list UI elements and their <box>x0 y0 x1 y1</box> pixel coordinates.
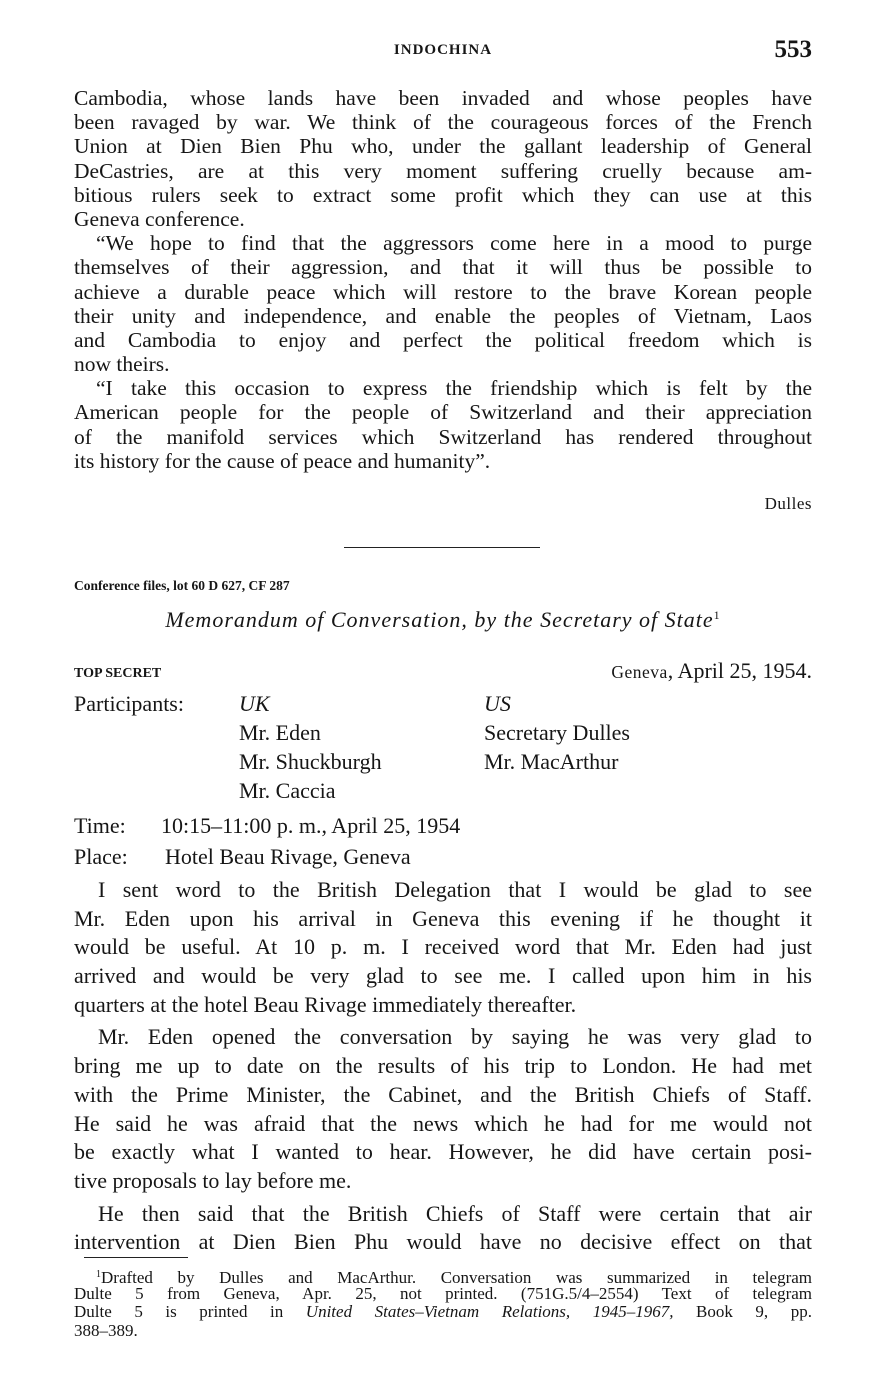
text-line: DeCastries, are at this very moment suffering cruelly because am- <box>74 158 812 183</box>
text-line: Union at Dien Bien Phu who, under the gallant leadership of General <box>74 134 812 159</box>
running-head-title: INDOCHINA <box>393 42 493 58</box>
text-line: He said he was afraid that the news which he had for me would not <box>74 1110 812 1136</box>
footnote-text: Drafted by Dulles and MacArthur. Conversation was summarized in telegram <box>101 1268 812 1287</box>
dateline-place: Geneva <box>611 662 668 682</box>
footnote-line <box>74 1266 812 1285</box>
place-label: Place: <box>74 844 128 869</box>
footnote-marker: 1 <box>96 1269 101 1280</box>
text-line: Cambodia, whose lands have been invaded and whose peoples have <box>74 86 812 110</box>
time-value: 10:15–11:00 p. m., April 25, 1954 <box>161 813 461 838</box>
footnote-line: Dulte 5 from Geneva, Apr. 25, not printed. (751G.5/4–2554) Text of telegram <box>74 1283 812 1303</box>
memo-title-text: Memorandum of Conversation, by the Secretary of State <box>165 607 714 632</box>
uk-label: UK <box>239 691 270 716</box>
text-line: He then said that the British Chiefs of Staff were certain that air <box>98 1200 812 1226</box>
us-member: Mr. MacArthur <box>484 749 619 774</box>
classification: TOP SECRET <box>74 666 162 681</box>
us-member: Secretary Dulles <box>484 720 630 745</box>
uk-member: Mr. Eden <box>239 720 321 745</box>
text-line: Mr. Eden opened the conversation by saying he was very glad to <box>98 1024 812 1050</box>
text-line: American people for the people of Switzerland and their appreciation <box>74 400 812 425</box>
uk-member: Mr. Caccia <box>239 778 336 803</box>
text-line: of the manifold services which Switzerland has rendered throughout <box>74 424 812 449</box>
text-line: Geneva conference. <box>74 206 245 231</box>
text-line: tive proposals to lay before me. <box>74 1167 352 1193</box>
uk-member: Mr. Shuckburgh <box>239 749 382 774</box>
footnote-line: 388–389. <box>74 1320 138 1340</box>
footnote <box>74 1266 812 1340</box>
time-label: Time: <box>74 813 126 838</box>
text-line: quarters at the hotel Beau Rivage immediately thereafter. <box>74 991 577 1017</box>
us-label: US <box>484 691 511 716</box>
text-line: its history for the cause of peace and humanity”. <box>74 448 491 473</box>
text-line: be exactly what I wanted to hear. However, he did have certain posi- <box>74 1139 812 1165</box>
section-divider <box>344 547 540 548</box>
memo-body <box>74 876 812 1257</box>
text-line: “I take this occasion to express the friendship which is felt by the <box>96 376 812 401</box>
footnote-text: Dulte 5 is printed in <box>74 1302 306 1321</box>
text-line: with the Prime Minister, the Cabinet, and the British Chiefs of Staff. <box>74 1081 812 1107</box>
footnote-text: Book 9, pp. <box>673 1302 812 1321</box>
footnote-ref: 1 <box>713 608 721 622</box>
text-line: would be useful. At 10 p. m. I received word that Mr. Eden had just <box>74 934 812 960</box>
text-line: and Cambodia to enjoy and perfect the political freedom which is <box>74 327 812 352</box>
text-line: themselves of their aggression, and that it will thus be possible to <box>74 255 812 280</box>
footnote-line <box>74 1303 812 1322</box>
dateline <box>611 658 812 684</box>
text-line: been ravaged by war. We think of the courageous forces of the French <box>74 110 812 135</box>
text-line: their unity and independence, and enable the peoples of Vietnam, Laos <box>74 303 812 328</box>
top-paragraphs <box>74 86 812 473</box>
text-line: intervention at Dien Bien Phu would have no decisive effect on that <box>74 1229 812 1255</box>
participants-label: Participants: <box>74 691 184 716</box>
text-line: “We hope to find that the aggressors come here in a mood to purge <box>96 231 812 256</box>
text-line: bring me up to date on the results of his trip to London. He had met <box>74 1053 812 1079</box>
text-line: now theirs. <box>74 352 170 377</box>
dateline-date: , April 25, 1954. <box>667 658 812 683</box>
text-line: bitious rulers seek to extract some profit which they can use at this <box>74 182 812 207</box>
signature: Dulles <box>764 494 812 513</box>
place-value: Hotel Beau Rivage, Geneva <box>165 844 411 869</box>
text-line: achieve a durable peace which will restore to the brave Korean people <box>74 279 812 304</box>
text-line: arrived and would be very glad to see me. I called upon him in his <box>74 963 812 989</box>
source-note: Conference files, lot 60 D 627, CF 287 <box>74 578 290 593</box>
footnote-divider <box>84 1257 188 1258</box>
running-head <box>74 38 812 62</box>
memo-title <box>74 607 812 633</box>
text-line: I sent word to the British Delegation that I would be glad to see <box>98 877 812 902</box>
text-line: Mr. Eden upon his arrival in Geneva this evening if he thought it <box>74 905 812 931</box>
footnote-citation: United States–Vietnam Relations, 1945–1967, <box>305 1302 674 1321</box>
page-number: 553 <box>774 36 812 63</box>
